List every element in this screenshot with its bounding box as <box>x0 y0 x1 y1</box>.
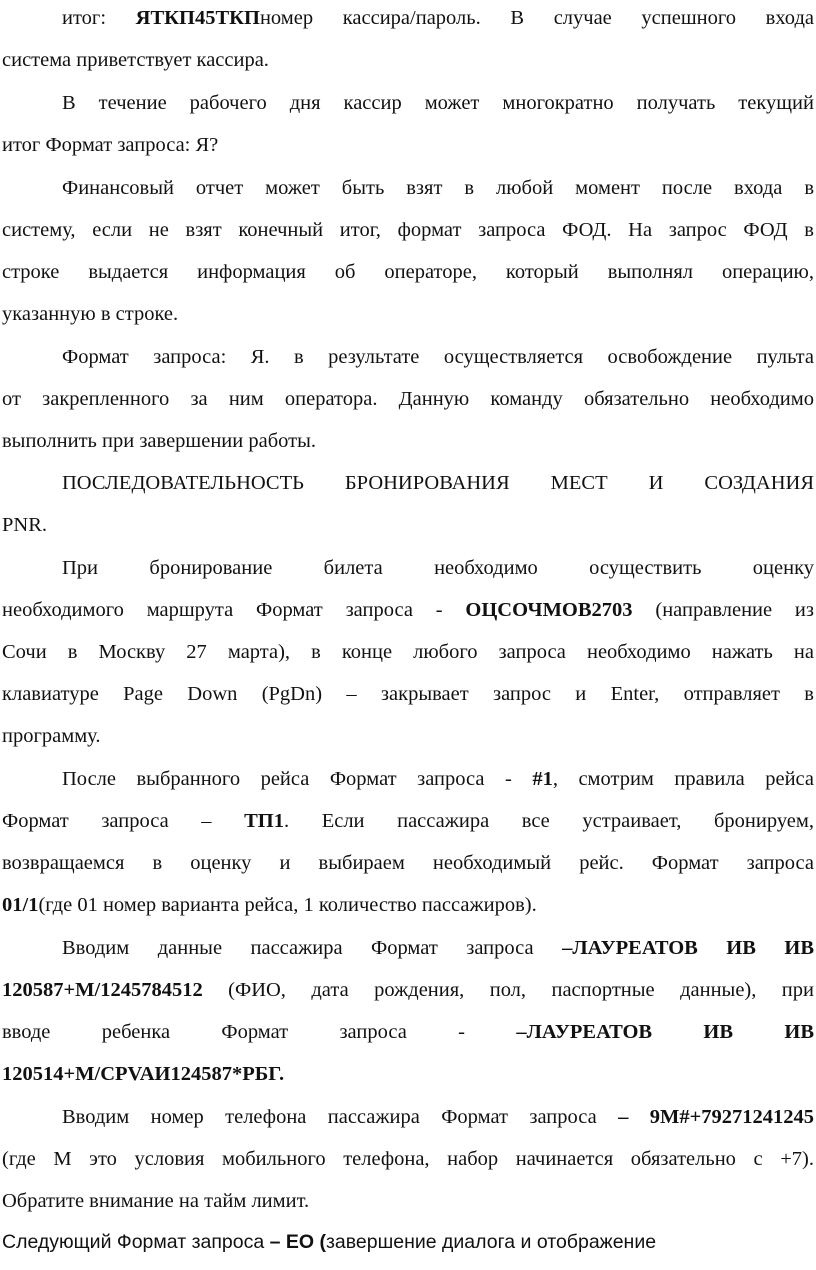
query-command: –ЛАУРЕАТОВ ИВ ИВ <box>516 1021 814 1043</box>
text-line: 01/1(где 01 номер варианта рейса, 1 количество пассажиров). <box>2 894 537 916</box>
text-line: клавиатуре Page Down (PgDn) – закрывает запрос и Enter, отправляет в <box>2 683 814 705</box>
text-line: указанную в строке. <box>2 303 179 325</box>
text-line: система приветствует кассира. <box>2 49 269 71</box>
text-line: выполнить при завершении работы. <box>2 430 316 452</box>
query-command: 120587+М/1245784512 <box>2 979 203 1001</box>
login-command: ЯТКП45ТКП <box>135 7 260 29</box>
paragraph-first-line: В течение рабочего дня кассир может многократно получать текущий <box>62 92 814 114</box>
text-line: необходимого маршрута Формат запроса - ОЦСОЧМОВ2703 (направление из <box>2 599 814 621</box>
paragraph-first-line: Финансовый отчет может быть взят в любой момент после входа в <box>62 177 814 199</box>
query-command: 01/1 <box>2 894 39 916</box>
section-heading: ПОСЛЕДОВАТЕЛЬНОСТЬ БРОНИРОВАНИЯ МЕСТ И СОЗДАНИЯ <box>62 472 814 494</box>
query-command: –ЛАУРЕАТОВ ИВ ИВ <box>562 937 814 959</box>
paragraph-first-line: Формат запроса: Я. в результате осуществляется освобождение пульта <box>62 346 814 368</box>
text-line: строке выдается информация об операторе, который выполнял операцию, <box>2 261 814 283</box>
text-line: (где М это условия мобильного телефона, набор начинается обязательно с +7). <box>2 1148 814 1170</box>
text-line: итог Формат запроса: Я? <box>2 134 219 156</box>
section-heading-cont: PNR. <box>2 514 48 536</box>
text-line: возвращаемся в оценку и выбираем необходимый рейс. Формат запроса <box>2 852 814 874</box>
query-command: #1 <box>532 768 553 790</box>
paragraph-first-line: При бронирование билета необходимо осуществить оценку <box>62 557 814 579</box>
paragraph-first-line: Вводим данные пассажира Формат запроса –ЛАУРЕАТОВ ИВ ИВ <box>62 937 814 959</box>
query-command: – ЕО ( <box>269 1231 326 1253</box>
text-line-sans: Следующий Формат запроса – ЕО (завершение диалога и отображение <box>2 1231 657 1253</box>
text-line: вводе ребенка Формат запроса - –ЛАУРЕАТОВ ИВ ИВ <box>2 1021 814 1043</box>
text-line: итог: ЯТКП45ТКПномер кассира/пароль. В случае успешного входа <box>62 7 814 29</box>
text-line: от закрепленного за ним оператора. Данную команду обязательно необходимо <box>2 388 814 410</box>
paragraph-first-line: После выбранного рейса Формат запроса - #1, смотрим правила рейса <box>62 768 814 790</box>
query-command: ОЦСОЧМОВ2703 <box>465 599 633 621</box>
text-line: Сочи в Москву 27 марта), в конце любого запроса необходимо нажать на <box>2 641 814 663</box>
query-command: – 9М#+79271241245 <box>618 1106 814 1128</box>
text-line: систему, если не взят конечный итог, формат запроса ФОД. На запрос ФОД в <box>2 219 814 241</box>
query-command: ТП1 <box>244 810 284 832</box>
text-line: Формат запроса – ТП1. Если пассажира все устраивает, бронируем, <box>2 810 815 832</box>
text-line: 120587+М/1245784512 (ФИО, дата рождения, пол, паспортные данные), при <box>2 979 814 1001</box>
paragraph-first-line: Вводим номер телефона пассажира Формат запроса – 9М#+79271241245 <box>62 1106 814 1128</box>
text-line: программу. <box>2 725 101 747</box>
text-line: Обратите внимание на тайм лимит. <box>2 1190 310 1212</box>
query-command-line: 120514+М/CPVAИ124587*РБГ. <box>2 1063 285 1085</box>
